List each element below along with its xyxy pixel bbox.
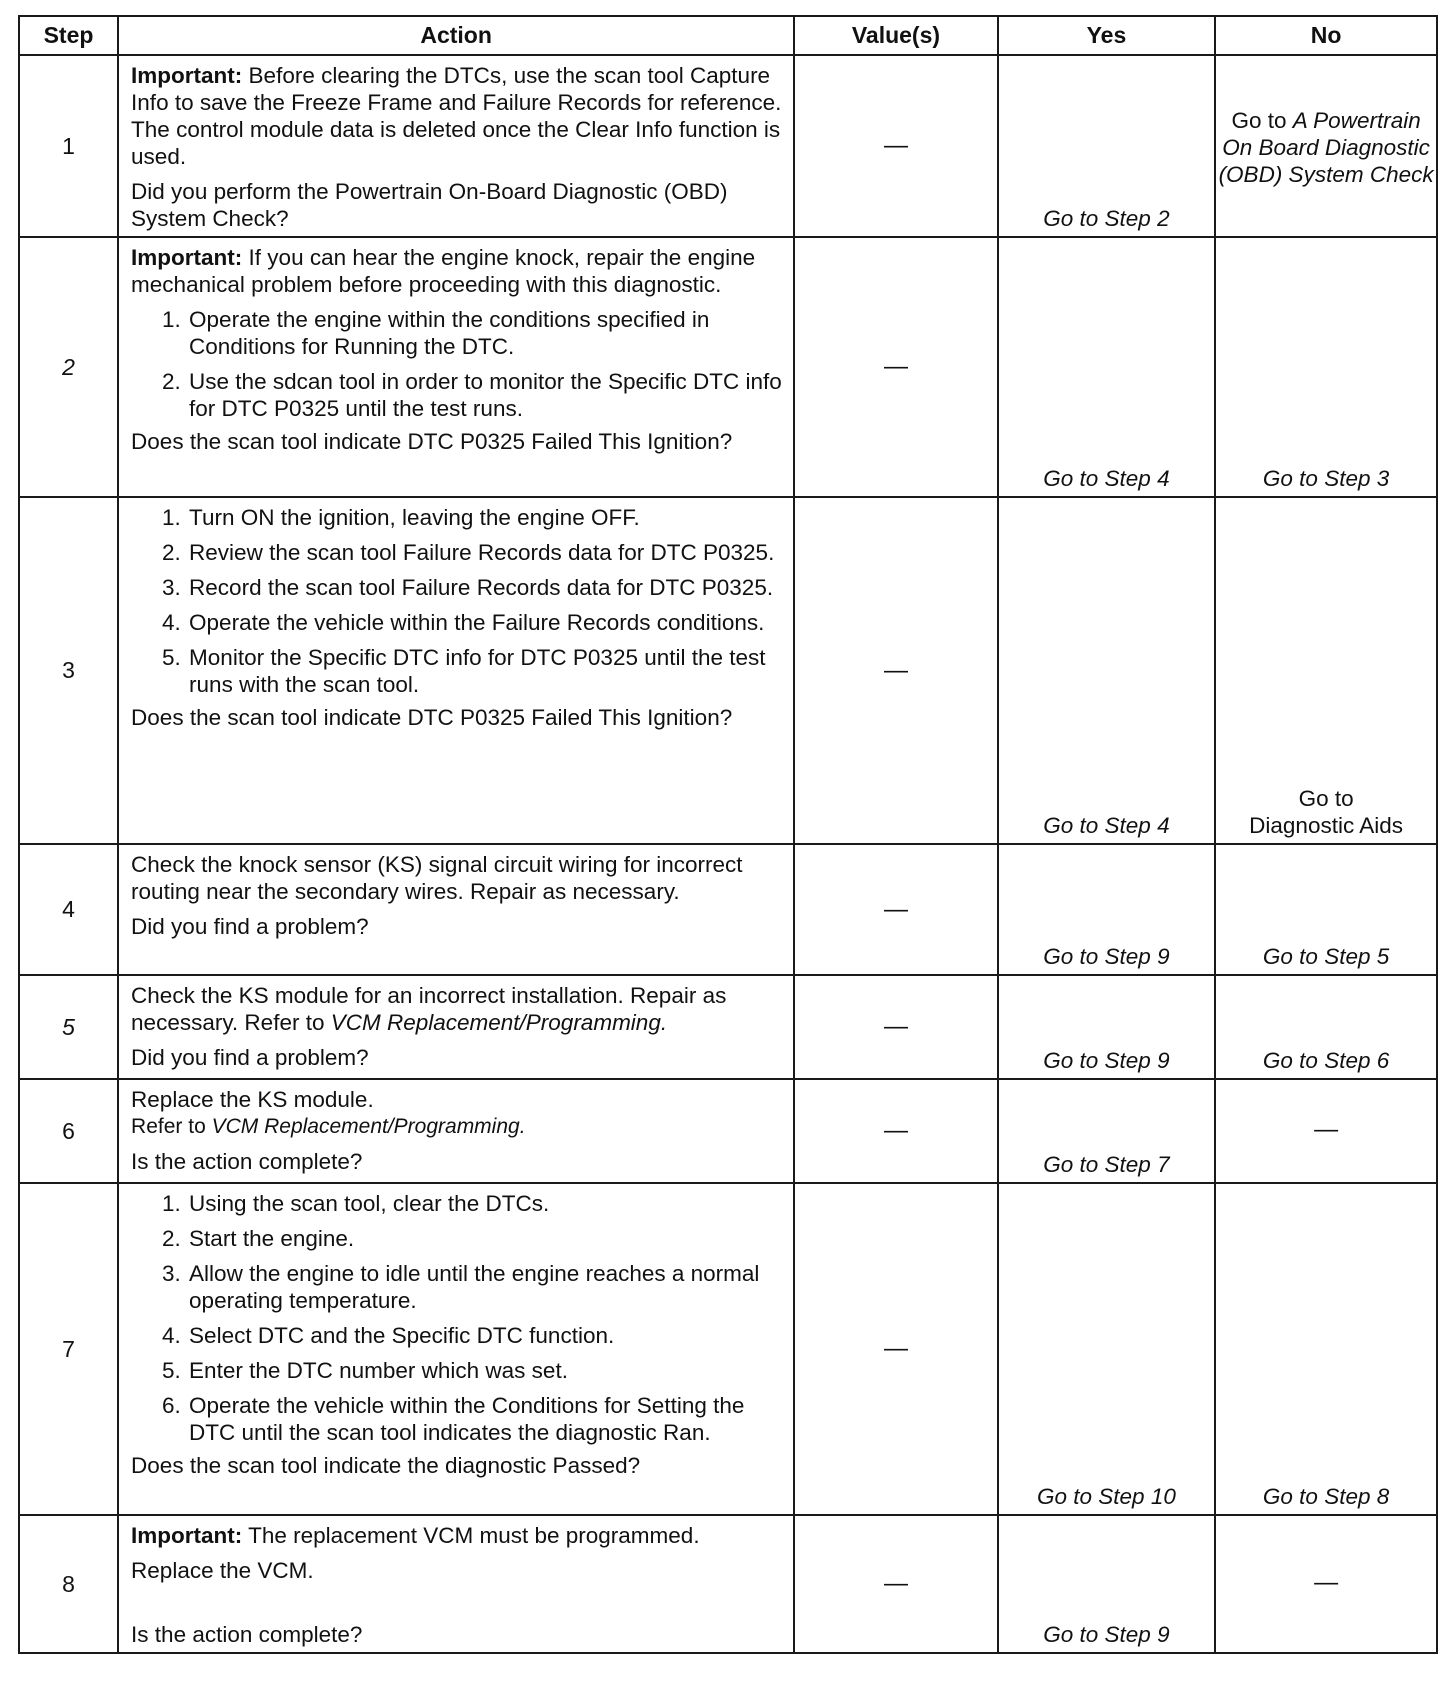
- action-text: Replace the VCM.: [131, 1558, 314, 1583]
- no-link[interactable]: Go to Step 3: [1262, 466, 1390, 491]
- step-number: 8: [19, 1515, 118, 1653]
- value-cell: —: [794, 55, 997, 237]
- yes-link[interactable]: Go to Step 9: [1043, 1622, 1170, 1647]
- no-cell: —: [1215, 1515, 1437, 1653]
- no-cell: [1215, 1183, 1437, 1515]
- table-row: [19, 1183, 1437, 1515]
- important-text: The replacement VCM must be programmed.: [242, 1523, 700, 1548]
- value-cell: —: [794, 1183, 997, 1515]
- value-cell: —: [794, 975, 997, 1079]
- yes-cell: [998, 975, 1215, 1079]
- no-cell: [1215, 237, 1437, 497]
- list-item: 4. Operate the vehicle within the Failure Records conditions.: [187, 609, 783, 636]
- reference-link[interactable]: VCM Replacement/Programming.: [211, 1115, 526, 1138]
- no-link[interactable]: Go to Step 6: [1262, 1048, 1390, 1073]
- no-link[interactable]: [1216, 785, 1436, 839]
- important-note: [131, 62, 783, 170]
- no-line-2: Diagnostic Aids: [1249, 813, 1403, 838]
- question-text: Did you find a problem?: [131, 1045, 369, 1070]
- action-cell: [118, 975, 794, 1079]
- table-row: [19, 55, 1437, 237]
- action-cell: [118, 55, 794, 237]
- step-list: [131, 504, 783, 698]
- question-text: Did you perform the Powertrain On-Board Diagnostic (OBD) System Check?: [131, 179, 728, 231]
- refer-text: Refer to: [131, 1115, 212, 1138]
- list-item: 3. Allow the engine to idle until the engine reaches a normal operating temperature.: [187, 1260, 783, 1314]
- table-row: [19, 1515, 1437, 1653]
- refer-line: [131, 1113, 783, 1140]
- important-note: [131, 1522, 783, 1549]
- yes-link[interactable]: Go to Step 9: [1043, 944, 1170, 969]
- action-cell: [118, 1079, 794, 1183]
- table-row: [19, 1079, 1437, 1183]
- question-text: Is the action complete?: [131, 1622, 363, 1647]
- question-text: Is the action complete?: [131, 1149, 363, 1174]
- no-link-text: A Powertrain On Board Diagnostic (OBD) System Check: [1218, 107, 1434, 187]
- important-label: Important:: [131, 245, 243, 270]
- yes-cell: [998, 1183, 1215, 1515]
- header-action: Action: [118, 16, 794, 55]
- list-item: 3. Record the scan tool Failure Records data for DTC P0325.: [187, 574, 783, 601]
- header-step: Step: [19, 16, 118, 55]
- yes-cell: [998, 1079, 1215, 1183]
- table-row: [19, 844, 1437, 975]
- no-cell: [1215, 975, 1437, 1079]
- list-item: 1. Operate the engine within the conditions specified in Conditions for Running the DTC.: [187, 306, 783, 360]
- step-list: [131, 1190, 783, 1446]
- value-cell: —: [794, 1079, 997, 1183]
- header-values: Value(s): [794, 16, 997, 55]
- no-link[interactable]: [1219, 108, 1434, 187]
- step-number: 1: [19, 55, 118, 237]
- action-cell: [118, 497, 794, 844]
- step-number: 6: [19, 1079, 118, 1183]
- yes-link[interactable]: Go to Step 9: [1043, 1048, 1170, 1073]
- list-item: 6. Operate the vehicle within the Conditions for Setting the DTC until the scan tool indicates the diagnostic Ran.: [187, 1392, 783, 1446]
- yes-link[interactable]: Go to Step 4: [1043, 813, 1170, 838]
- list-item: 2. Start the engine.: [187, 1225, 783, 1252]
- action-cell: [118, 1183, 794, 1515]
- yes-link[interactable]: Go to Step 10: [1037, 1484, 1176, 1509]
- important-text: Before clearing the DTCs, use the scan tool Capture Info to save the Freeze Frame and Failure Records for reference. The control module data is deleted once the Clear Info function is used.: [131, 63, 782, 169]
- yes-link[interactable]: Go to Step 7: [1043, 1152, 1170, 1177]
- step-number: 4: [19, 844, 118, 975]
- value-cell: —: [794, 844, 997, 975]
- list-item: 5. Monitor the Specific DTC info for DTC P0325 until the test runs with the scan tool.: [187, 644, 783, 698]
- no-prefix: Go to: [1231, 107, 1293, 133]
- important-label: Important:: [131, 63, 243, 88]
- action-text: [131, 982, 783, 1036]
- no-cell: [1215, 497, 1437, 844]
- header-row: [19, 16, 1437, 55]
- yes-cell: [998, 497, 1215, 844]
- header-no: No: [1215, 16, 1437, 55]
- important-label: Important:: [131, 1523, 243, 1548]
- action-cell: [118, 1515, 794, 1653]
- value-cell: —: [794, 497, 997, 844]
- question-text: Does the scan tool indicate the diagnostic Passed?: [131, 1453, 641, 1478]
- reference-link[interactable]: VCM Replacement/Programming.: [330, 1010, 668, 1035]
- no-cell: —: [1215, 1079, 1437, 1183]
- question-text: Does the scan tool indicate DTC P0325 Failed This Ignition?: [131, 429, 733, 454]
- list-item: 2. Use the sdcan tool in order to monitor the Specific DTC info for DTC P0325 until the test runs.: [187, 368, 783, 422]
- action-cell: [118, 237, 794, 497]
- yes-cell: [998, 237, 1215, 497]
- no-link[interactable]: Go to Step 8: [1262, 1484, 1390, 1509]
- step-number: 5: [19, 975, 118, 1079]
- table-row: [19, 975, 1437, 1079]
- no-link[interactable]: Go to Step 5: [1262, 944, 1390, 969]
- table-row: [19, 237, 1437, 497]
- yes-cell: [998, 55, 1215, 237]
- important-text: If you can hear the engine knock, repair the engine mechanical problem before proceeding with this diagnostic.: [131, 245, 756, 297]
- list-item: 4. Select DTC and the Specific DTC function.: [187, 1322, 783, 1349]
- diagnostic-table: [18, 15, 1438, 1654]
- table-row: [19, 497, 1437, 844]
- no-cell: [1215, 844, 1437, 975]
- yes-cell: [998, 844, 1215, 975]
- no-line-1: Go to: [1298, 786, 1354, 811]
- action-text: Check the knock sensor (KS) signal circuit wiring for incorrect routing near the secondary wires. Repair as necessary.: [131, 852, 743, 904]
- yes-cell: [998, 1515, 1215, 1653]
- yes-link[interactable]: Go to Step 4: [1043, 466, 1170, 491]
- step-number: 3: [19, 497, 118, 844]
- step-number: 2: [19, 237, 118, 497]
- list-item: 1. Turn ON the ignition, leaving the engine OFF.: [187, 504, 783, 531]
- question-text: Does the scan tool indicate DTC P0325 Failed This Ignition?: [131, 705, 733, 730]
- list-item: 1. Using the scan tool, clear the DTCs.: [187, 1190, 783, 1217]
- header-yes: Yes: [998, 16, 1215, 55]
- list-item: 2. Review the scan tool Failure Records data for DTC P0325.: [187, 539, 783, 566]
- question-text: Did you find a problem?: [131, 914, 369, 939]
- step-list: [131, 306, 783, 422]
- yes-link[interactable]: Go to Step 2: [1043, 206, 1170, 231]
- no-cell: [1215, 55, 1437, 237]
- action-cell: [118, 844, 794, 975]
- important-note: [131, 244, 783, 298]
- step-number: 7: [19, 1183, 118, 1515]
- action-text-body: Check the KS module for an incorrect installation. Repair as necessary. Refer to: [131, 983, 727, 1035]
- value-cell: —: [794, 1515, 997, 1653]
- value-cell: —: [794, 237, 997, 497]
- action-text: Replace the KS module.: [131, 1087, 374, 1112]
- list-item: 5. Enter the DTC number which was set.: [187, 1357, 783, 1384]
